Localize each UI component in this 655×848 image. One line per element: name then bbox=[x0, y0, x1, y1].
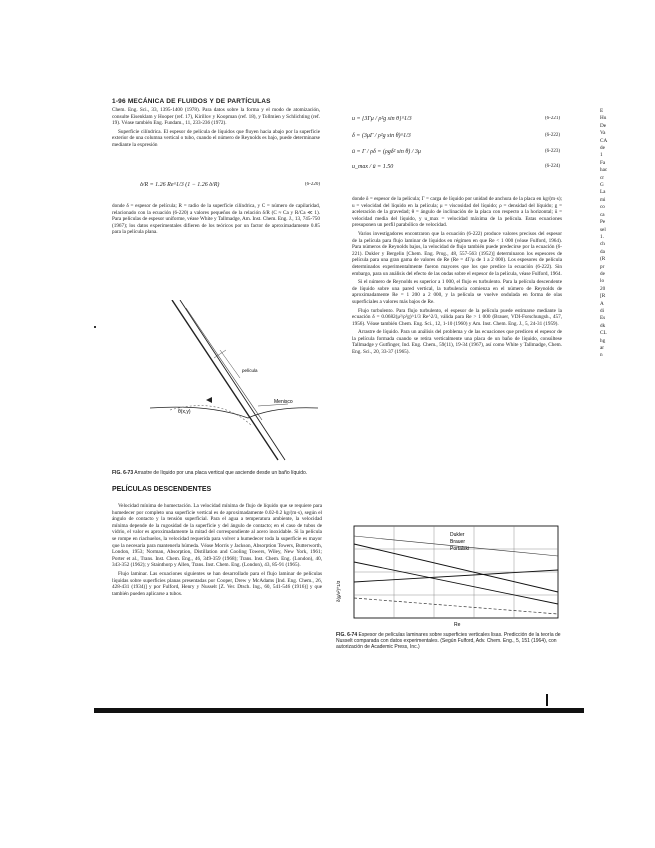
binding-mark bbox=[546, 694, 548, 706]
equation-text: δ = (3μΓ / ρ²g sin θ)^1/3 bbox=[352, 132, 411, 139]
edge-fragment: cr bbox=[600, 174, 605, 181]
x-axis-label: Re bbox=[454, 622, 461, 628]
edge-fragment: sel bbox=[600, 226, 606, 233]
edge-fragment: (R bbox=[600, 256, 606, 263]
left-column-top bbox=[112, 107, 320, 167]
left-column-middle bbox=[112, 203, 320, 307]
legend-entry: Dukler bbox=[450, 532, 465, 538]
edge-fragment: dk bbox=[600, 322, 606, 329]
figure-label-left: θ(x,y) bbox=[178, 409, 191, 415]
edge-fragment: ch bbox=[600, 241, 605, 248]
edge-fragment: ca bbox=[600, 211, 605, 218]
figure-6-73-caption bbox=[112, 470, 327, 484]
equation-6-224 bbox=[352, 164, 560, 171]
running-head: 1-96 MECÁNICA DE FLUIDOS Y DE PARTÍCULAS bbox=[112, 98, 271, 105]
equation-text: ū = Γ / ρδ = (ρgδ² sin θ) / 3μ bbox=[352, 149, 421, 156]
edge-fragment: [R bbox=[600, 293, 606, 300]
edge-fragment: lo bbox=[600, 278, 605, 285]
edge-fragment: E bbox=[600, 108, 604, 114]
right-equations bbox=[352, 116, 560, 192]
y-axis-label: δ(g/ν²)^1/3 bbox=[336, 580, 341, 602]
edge-fragment: G bbox=[600, 182, 604, 189]
bottom-rule bbox=[94, 708, 584, 713]
edge-fragment: n bbox=[600, 352, 603, 359]
edge-fragment: ar bbox=[600, 345, 605, 351]
paragraph: donde δ = espesor de película; R = radio de la superficie cilíndrica, y C = número de capilaridad, relacionado con la ecuación (6-220) a valores pequeños de la relación δ/R (C ≈ Ca y R/Ca ≪ 1). Para películas de espesor uniforme, véase White y Tallmadge, Am. Inst. Chem. Eng. J., 13, 745-750 (1967); los datos experimentales difieren de los teóricos por un factor de aproximadamente 0.85 para la película plana. bbox=[112, 203, 320, 236]
edge-fragment: Va bbox=[600, 130, 606, 137]
edge-fragment: Hu bbox=[600, 115, 607, 122]
paragraph: Varios investigadores encontraron que la ecuación (6-222) produce valores precisos del espesor de la película para flujo laminar de líquidos en régimen en que Re < 1 000 (véase Fulford, 1964). Para números de Reynolds bajos, la velocidad de flujo también puede predecirse por la ecuación (6-221). Dukler y Bergelin [Chem. Eng. Prog., 48, 557-563 (1952)] determinaron los espesores de película para una gran gama de valores de Re (Re = 4Γ/μ de 1 a 2 000). Los espesores de película determinados experimentalmente fueron mayores que los que predice la ecuación (6-222). Sin embargo, para un análisis del efecto de las ondas sobre el espesor de la película, véase Fulford, 1964. bbox=[352, 230, 562, 277]
data-curve bbox=[354, 598, 558, 614]
facing-page-edge bbox=[600, 108, 622, 360]
edge-fragment: da bbox=[600, 248, 605, 255]
paragraph: Flujo laminar. Las ecuaciones siguientes se han desarrollado para el flujo laminar de películas líquidas sobre superficies planas presentadas por Cooper, Drew y McAdams [Ind. Eng. Chem., 26, 428-431 (1934)] y por Fulford, Henry y Nusselt [Z. Ver. Dtsch. Ing., 60, 541-546 (1916)] y que también pueden aplicarse a tubos. bbox=[112, 570, 322, 597]
edge-fragment: hg bbox=[600, 337, 606, 344]
figure-label-right: Menisco bbox=[274, 399, 293, 405]
equation-number: (6-222) bbox=[545, 132, 560, 138]
equation-number: (6-221) bbox=[545, 116, 560, 121]
plate-line bbox=[180, 300, 285, 460]
equation-number: (6-224) bbox=[545, 163, 560, 169]
equation-text: δ/R = 1.26 Re^1/3 (1 − 1.26 δ/R) bbox=[140, 182, 220, 188]
paragraph: Arrastre de líquido. Para un análisis del problema y de las ecuaciones que predicen el espesor de la película formada cuando se retira verticalmente una placa de un baño de líquido, consúltese Tallmadge y Gutfinger, Ind. Eng. Chem., 59(11), 19-34 (1967), así como White y Tallmadge, Chem. Eng. Sci., 20, 33-37 (1965). bbox=[352, 329, 562, 356]
equation-6-220 bbox=[140, 182, 320, 189]
margin-dot bbox=[94, 326, 96, 328]
plate-line bbox=[172, 300, 278, 460]
edge-fragment: A bbox=[600, 300, 604, 307]
paragraph: Chem. Eng. Sci., 33, 1395-1400 (1978). Para datos sobre la forma y el modo de atomización, consulte Eisenklam y Hooper (ref. 17), Kirillov y Koopman (ref. 18), y Tollmien y Schlichting (ref. 19). Véase también Eng. Fundam., 11, 233-236 (1972). bbox=[112, 107, 320, 127]
edge-fragment: Pe bbox=[600, 219, 606, 226]
edge-fragment: di bbox=[600, 307, 605, 314]
caption-number: FIG. 6-74 bbox=[336, 632, 358, 638]
section-heading: PELÍCULAS DESCENDENTES bbox=[112, 486, 212, 493]
equation-6-222 bbox=[352, 133, 560, 140]
figure-film-thickness-chart bbox=[330, 522, 562, 630]
edge-fragment: De bbox=[600, 122, 607, 129]
edge-fragment: de bbox=[600, 145, 605, 152]
edge-fragment: mi bbox=[600, 196, 606, 203]
caption-text: Arrastre de líquido por una placa vertical que asciende desde un baño líquido. bbox=[134, 470, 308, 476]
data-curve bbox=[354, 570, 558, 582]
right-column-text bbox=[352, 196, 562, 516]
edge-fragment: Fa bbox=[600, 159, 606, 166]
figure-plate-drawing bbox=[150, 300, 320, 465]
figure-6-74-caption bbox=[336, 632, 562, 666]
equation-6-221 bbox=[352, 116, 560, 123]
edge-fragment: 1 bbox=[600, 152, 603, 159]
legend-entry: Brauer bbox=[450, 539, 466, 545]
paragraph: donde δ = espesor de la película; Γ = carga de líquido por unidad de anchura de la placa en kg/(m·s); u = velocidad del líquido en la película; μ = viscosidad del líquido; ρ = densidad del líquido; g = aceleración de la gravedad; θ = ángulo de inclinación de la placa con respecto a la horizontal; ū = velocidad media del líquido, y u_max = velocidad máxima de la película. Estas ecuaciones presuponen un perfil parabólico de velocidad. bbox=[352, 196, 562, 229]
paragraph: Flujo turbulento. Para flujo turbulento, el espesor de la película puede estimarse mediante la ecuación δ = 0.0682(μ²/ρ²g)^1/3 Re^2/3, válida para Re > 1 000 (Brauer, VDI-Forschungsh., 457, 1956). Véase también Chem. Eng. Sci., 12, 1-10 (1960) y Am. Inst. Chem. Eng. J., 5, 24-31 (1959). bbox=[352, 307, 562, 327]
film-boundary bbox=[186, 308, 262, 420]
edge-fragment: Es bbox=[600, 315, 606, 322]
edge-fragment: co bbox=[600, 204, 605, 211]
left-column-bottom bbox=[112, 503, 322, 673]
edge-fragment: CL bbox=[600, 330, 607, 337]
arrow-head bbox=[206, 397, 212, 403]
edge-fragment: hac bbox=[600, 167, 608, 174]
edge-fragment: 1. bbox=[600, 233, 604, 240]
equation-number: (6-223) bbox=[545, 149, 560, 155]
paragraph: Superficie cilíndrica. El espesor de película de líquidos que fluyen hacia abajo por la superficie exterior de una columna vertical o tubo, cuando el número de Reynolds es bajo, puede determinarse mediante la expresión bbox=[112, 128, 320, 148]
paragraph: Velocidad mínima de humectación. La velocidad mínima de flujo de líquido que se requiere para humedecer por completo una superficie vertical es de aproximadamente 0.02-0.2 kg/(m·s), según el ángulo de contacto y la tensión superficial. Para el agua a temperatura ambiente, la velocidad mínima depende de la rugosidad de la superficie y del ángulo de contacto; en el caso de tubos de vidrio, el valor es aproximadamente la mitad del correspondiente al acero inoxidable. Si la película se rompe en riachuelos, la velocidad requerida para volver a humedecer toda la superficie es mayor que la necesaria para mantenerla húmeda. Véase Morris y Jackson, Absorption Towers, Butterworth, London, 1953; Norman, Absorption, Distillation and Cooling Towers, Wiley, New York, 1961; Porter et al., Trans. Inst. Chem. Eng., 46, 349-359 (1968); Trans. Inst. Chem. Eng. (London), 40, 343-352 (1962); y Stainthorp y Allen, Trans. Inst. Chem. Eng. (London), 43, 85-91 (1965). bbox=[112, 503, 322, 569]
edge-fragment: La bbox=[600, 189, 606, 196]
legend-entry: Portalski bbox=[450, 546, 470, 552]
caption-text: Espesor de películas laminares sobre superficies verticales lisas. Predicción de la teoría de Nusselt comparada con datos experimentales. (Según Fulford, Adv. Chem. Eng., 5, 151 (1964), con autorización de Academic Press, Inc.) bbox=[336, 632, 561, 651]
edge-fragment: 20 bbox=[600, 285, 606, 292]
edge-fragment: CA bbox=[600, 137, 608, 144]
figure-label-film: película bbox=[242, 368, 258, 373]
paragraph: Si el número de Reynolds es superior a 1 000, el flujo es turbulento. Para la película descendente de líquido sobre una pared vertical, la turbulencia comienza en el número de Reynolds de aproximadamente Re = 1 200 a 2 000, y la película se vuelve ondulada en forma de olas superficiales a valores más bajos de Re. bbox=[352, 279, 562, 305]
equation-text: u_max / ū = 1.50 bbox=[352, 163, 394, 170]
caption-number: FIG. 6-73 bbox=[112, 470, 134, 476]
equation-text: u = [3Γμ / ρ²g sin θ]^1/3 bbox=[352, 116, 412, 122]
edge-fragment: pr bbox=[600, 263, 605, 270]
edge-fragment: de bbox=[600, 270, 605, 277]
equation-number: (6-220) bbox=[305, 182, 320, 187]
dimension-line bbox=[220, 350, 240, 378]
equation-6-223 bbox=[352, 149, 560, 156]
